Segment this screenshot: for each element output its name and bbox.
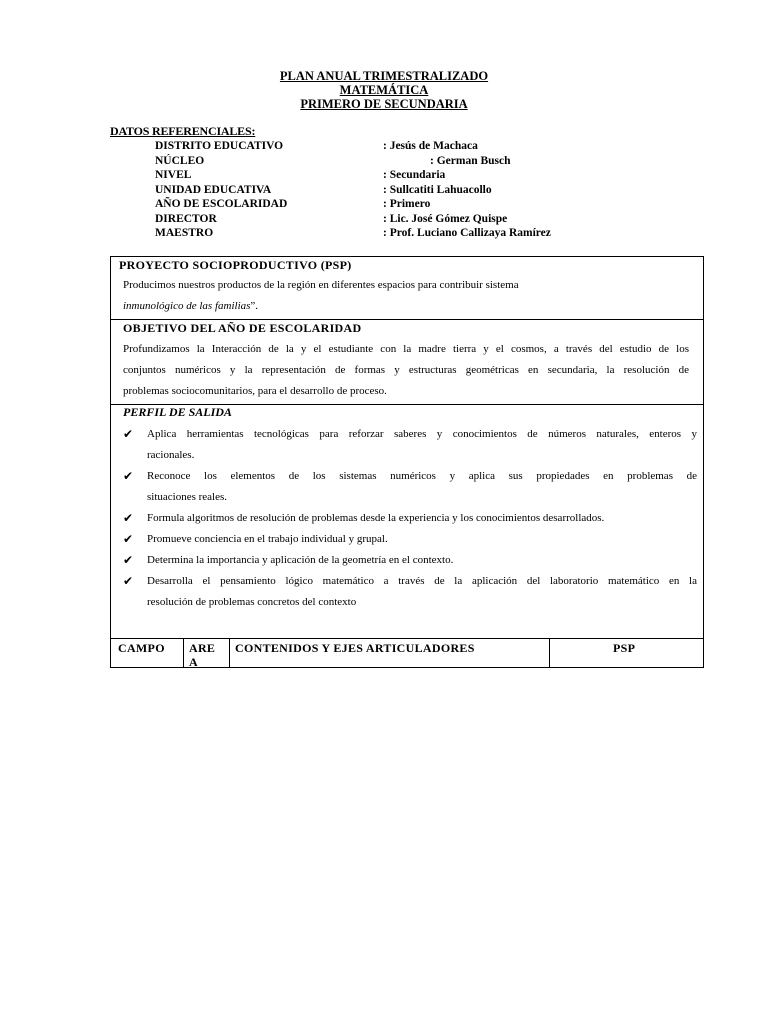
document-title-block [0,69,768,111]
column-divider [183,638,184,668]
check-icon: ✔ [123,553,134,567]
datos-value: : Lic. José Gómez Quispe [383,212,508,225]
datos-row-director [155,212,715,227]
perfil-item-line-2: racionales. [147,449,195,461]
title-line-3: PRIMERO DE SECUNDARIA [300,97,468,111]
datos-label: NIVEL [155,169,192,181]
datos-value: : Prof. Luciano Callizaya Ramírez [383,227,551,239]
perfil-title: PERFIL DE SALIDA [123,405,232,419]
datos-row-nivel [155,168,715,183]
title-line-2: MATEMÁTICA [339,83,429,97]
datos-row-distrito [155,139,715,154]
datos-label: DISTRITO EDUCATIVO [155,140,284,152]
objetivo-line-3: problemas sociocomunitarios, para el desarrollo de proceso. [123,385,387,397]
objetivo-line-2: conjuntos numéricos y la representación de formas y estructuras geométricas en secundaria, la resolución de [123,364,689,376]
perfil-item-line-1: Promueve conciencia en el trabajo individual y grupal. [147,533,388,545]
objetivo-line-1: Profundizamos la Interacción de la y el estudiante con la madre tierra y el cosmos, a través del estudio de los [123,343,689,355]
datos-value: : Primero [383,198,431,210]
perfil-item-line-1: Aplica herramientas tecnológicas para reforzar saberes y conocimientos de números naturales, enteros y [147,428,697,440]
psp-italic-text: inmunológico de las familias [123,300,251,312]
plan-table [110,256,704,668]
check-icon: ✔ [123,469,134,483]
datos-row-nucleo [155,154,715,169]
datos-label: MAESTRO [155,227,214,239]
check-icon: ✔ [123,511,134,525]
datos-row-anio [155,197,715,212]
check-icon: ✔ [123,532,134,546]
psp-text-end: ”. [250,300,259,312]
section-divider [111,319,703,320]
datos-row-unidad [155,183,715,198]
datos-value: : Secundaria [383,169,446,181]
datos-row-maestro [155,226,715,241]
area-line-1: ARE [189,641,216,655]
psp-title: PROYECTO SOCIOPRODUCTIVO (PSP) [119,258,352,272]
objetivo-title: OBJETIVO DEL AÑO DE ESCOLARIDAD [123,321,362,335]
psp-text-line-2 [123,296,258,317]
datos-label: AÑO DE ESCOLARIDAD [155,198,288,210]
column-header-contenidos: CONTENIDOS Y EJES ARTICULADORES [235,641,475,655]
perfil-item-line-1: Desarrolla el pensamiento lógico matemático a través de la aplicación del laboratorio matemático en la [147,575,697,587]
datos-value: : Jesús de Machaca [383,140,478,152]
column-header-psp: PSP [613,641,636,655]
perfil-item-line-1: Formula algoritmos de resolución de problemas desde la experiencia y los conocimientos desarrollados. [147,512,605,524]
section-divider [111,638,703,639]
title-line-1: PLAN ANUAL TRIMESTRALIZADO [279,69,489,83]
perfil-item-line-2: situaciones reales. [147,491,228,503]
psp-text-line-1: Producimos nuestros productos de la región en diferentes espacios para contribuir sistema [123,279,519,291]
datos-referenciales-list [155,139,715,241]
column-divider [229,638,230,668]
column-divider [549,638,550,668]
check-icon: ✔ [123,427,134,441]
column-header-campo: CAMPO [118,641,165,655]
datos-label: DIRECTOR [155,212,217,225]
perfil-item-line-1: Reconoce los elementos de los sistemas numéricos y aplica sus propiedades en problemas de [147,470,697,482]
datos-referenciales-heading: DATOS REFERENCIALES: [110,124,256,138]
check-icon: ✔ [123,574,134,588]
datos-value: : Sullcatiti Lahuacollo [383,183,492,196]
column-header-area [189,641,215,669]
datos-value: : German Busch [430,154,511,167]
perfil-item-line-2: resolución de problemas concretos del contexto [147,596,357,608]
perfil-item-line-1: Determina la importancia y aplicación de la geometría en el contexto. [147,554,454,566]
datos-label: NÚCLEO [155,154,205,167]
area-line-2: A [189,655,198,669]
datos-label: UNIDAD EDUCATIVA [155,183,272,196]
